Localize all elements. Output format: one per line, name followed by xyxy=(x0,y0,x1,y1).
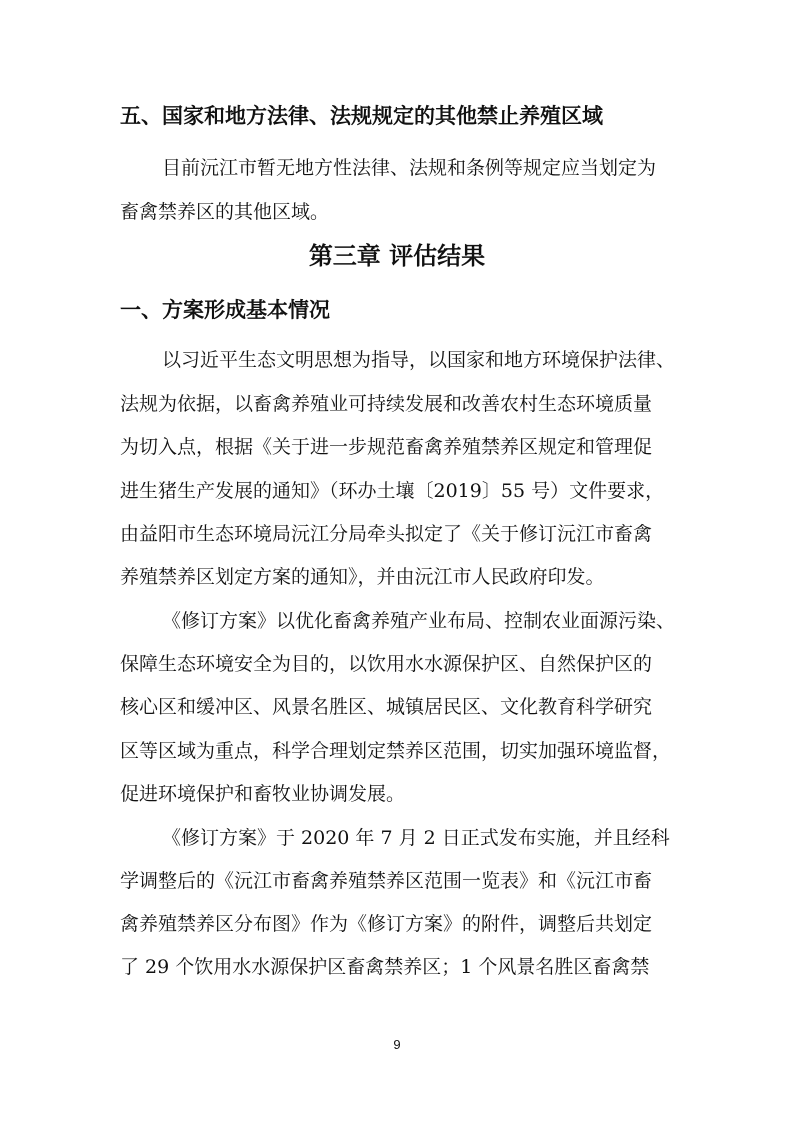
paragraph-line: 禽养殖禁养区分布图》作为《修订方案》的附件，调整后共划定 xyxy=(120,913,653,935)
section-heading-one: 一、方案形成基本情况 xyxy=(120,298,330,322)
page-number: 9 xyxy=(393,1037,401,1052)
paragraph-line: 目前沅江市暂无地方性法律、法规和条例等规定应当划定为 xyxy=(162,157,657,179)
paragraph-line: 学调整后的《沅江市畜禽养殖禁养区范围一览表》和《沅江市畜 xyxy=(120,870,653,892)
paragraph-line: 了 29 个饮用水水源保护区畜禽禁养区；1 个风景名胜区畜禽禁 xyxy=(120,956,650,978)
paragraph-line: 促进环境保护和畜牧业协调发展。 xyxy=(120,783,406,805)
section-heading-five: 五、国家和地方法律、法规规定的其他禁止养殖区域 xyxy=(120,104,603,128)
paragraph-line: 由益阳市生态环境局沅江分局牵头拟定了《关于修订沅江市畜禽 xyxy=(120,523,653,545)
paragraph-line: 进生猪生产发展的通知》（环办土壤〔2019〕55 号）文件要求， xyxy=(120,480,665,502)
paragraph-line: 区等区域为重点，科学合理划定禁养区范围，切实加强环境监督， xyxy=(120,740,672,762)
paragraph-line: 核心区和缓冲区、风景名胜区、城镇居民区、文化教育科学研究 xyxy=(120,696,653,718)
paragraph-line: 为切入点，根据《关于进一步规范畜禽养殖禁养区规定和管理促 xyxy=(120,436,653,458)
paragraph-line: 《修订方案》于 2020 年 7 月 2 日正式发布实施，并且经科 xyxy=(162,827,670,849)
paragraph-line: 《修订方案》以优化畜禽养殖产业布局、控制农业面源污染、 xyxy=(162,610,676,632)
paragraph-line: 畜禽禁养区的其他区域。 xyxy=(120,201,330,223)
paragraph-line: 保障生态环境安全为目的，以饮用水水源保护区、自然保护区的 xyxy=(120,653,653,675)
paragraph-line: 以习近平生态文明思想为指导，以国家和地方环境保护法律、 xyxy=(162,349,676,371)
paragraph-line: 养殖禁养区划定方案的通知》，并由沅江市人民政府印发。 xyxy=(120,566,605,588)
chapter-title: 第三章 评估结果 xyxy=(308,242,486,270)
paragraph-line: 法规为依据，以畜禽养殖业可持续发展和改善农村生态环境质量 xyxy=(120,393,653,415)
